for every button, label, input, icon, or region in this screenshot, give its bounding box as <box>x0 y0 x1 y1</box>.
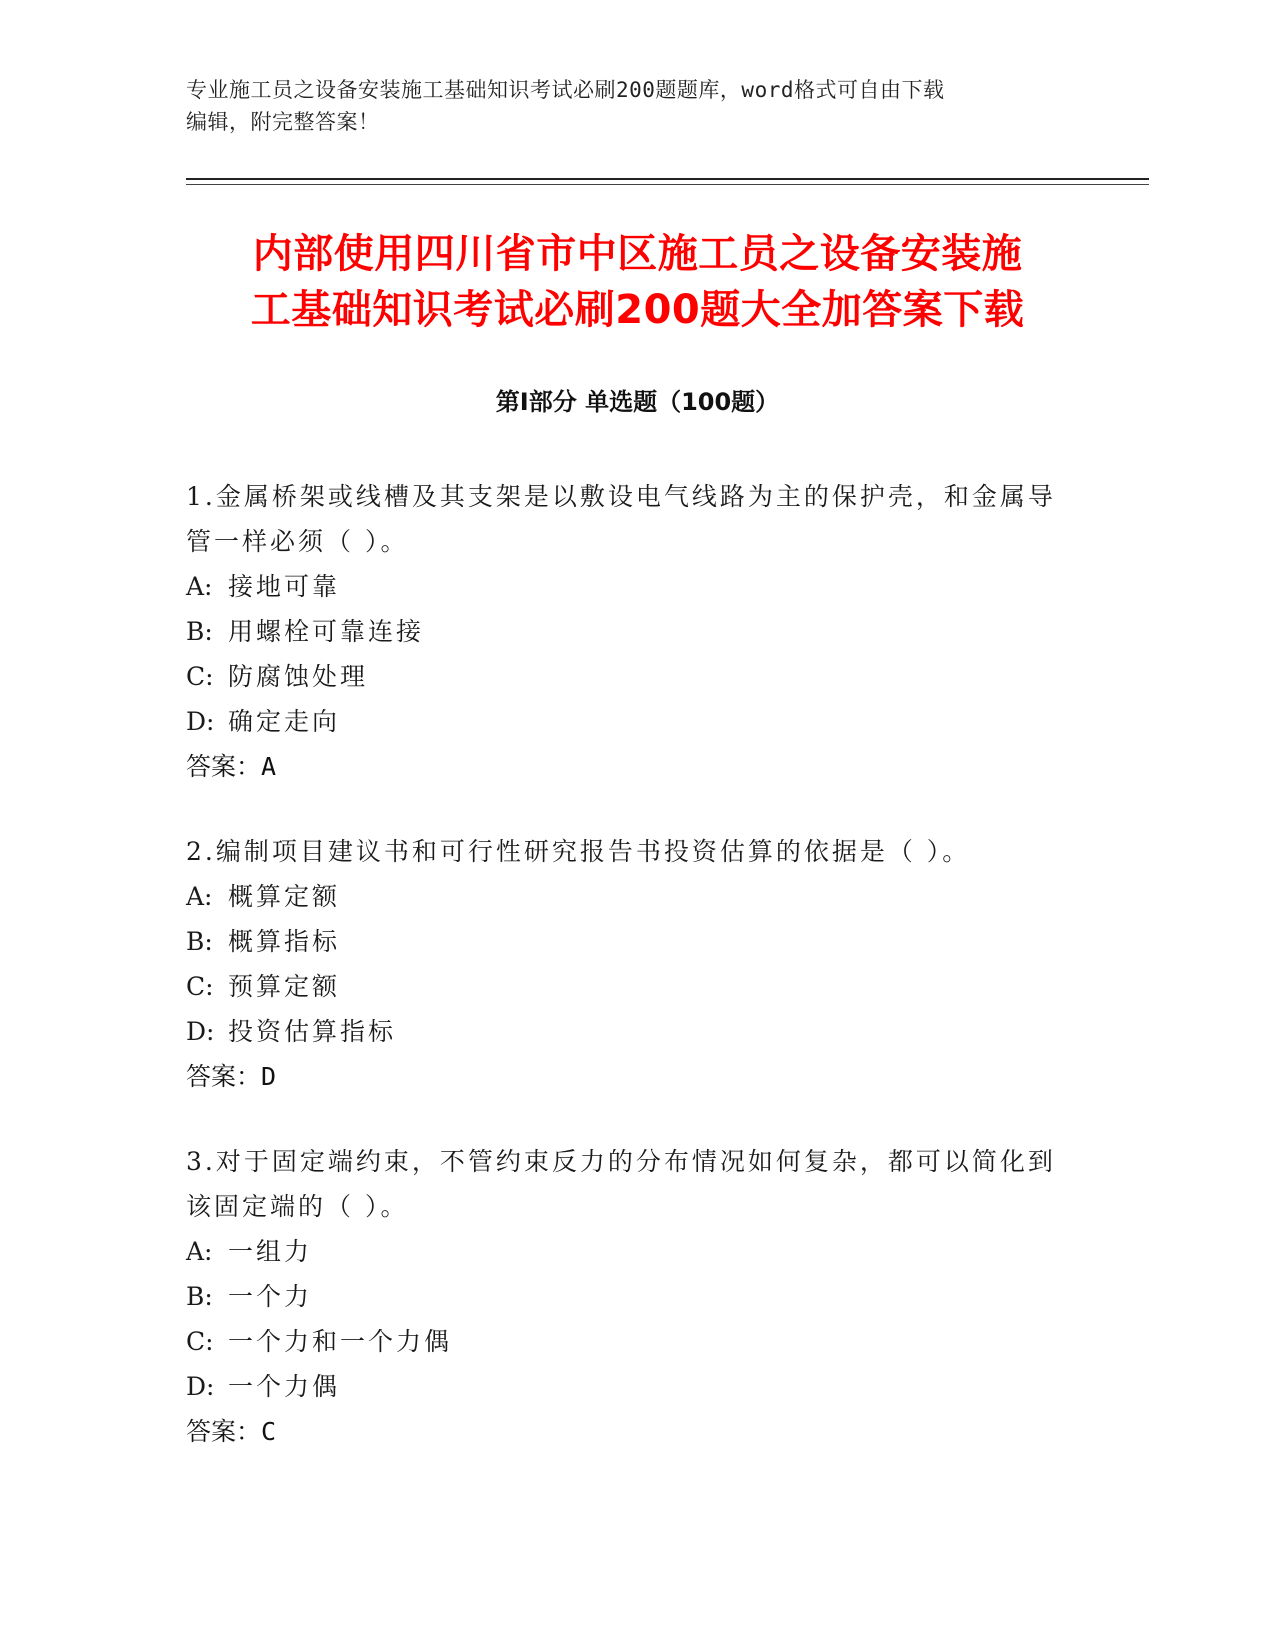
option-a <box>186 564 1066 609</box>
option-b <box>186 919 1066 964</box>
answer-value: D <box>261 1062 277 1091</box>
option-d <box>186 1364 1066 1409</box>
title-line-1: 内部使用四川省市中区施工员之设备安装施 <box>252 231 1023 277</box>
header-divider-thin <box>186 184 1149 185</box>
option-d <box>186 1009 1066 1054</box>
option-c <box>186 964 1066 1009</box>
section-heading: 第Ⅰ部分 单选题（100题） <box>495 388 780 416</box>
option-key: B: <box>186 617 213 646</box>
option-text: 一个力和一个力偶 <box>228 1327 453 1356</box>
option-text: 确定走向 <box>228 707 341 736</box>
question-2 <box>186 829 1066 1099</box>
option-key: D: <box>186 1017 215 1046</box>
option-key: A: <box>186 882 213 911</box>
header-divider-thick <box>186 178 1149 180</box>
option-key: B: <box>186 1282 213 1311</box>
answer-line <box>186 1409 1066 1454</box>
option-key: C: <box>186 1327 214 1356</box>
option-text: 概算定额 <box>228 882 341 911</box>
answer-line <box>186 744 1066 789</box>
option-key: D: <box>186 707 215 736</box>
answer-label: 答案： <box>186 1062 262 1091</box>
option-text: 接地可靠 <box>228 572 341 601</box>
option-key: D: <box>186 1372 215 1401</box>
option-a <box>186 1229 1066 1274</box>
option-a <box>186 874 1066 919</box>
option-key: A: <box>186 1237 213 1266</box>
option-text: 概算指标 <box>228 927 341 956</box>
answer-value: A <box>261 752 277 781</box>
question-text: 1.金属桥架或线槽及其支架是以敷设电气线路为主的保护壳，和金属导管一样必须（ ）。 <box>186 482 1056 556</box>
option-text: 一个力 <box>228 1282 313 1311</box>
document-title <box>186 226 1089 338</box>
option-text: 预算定额 <box>228 972 341 1001</box>
option-c <box>186 1319 1066 1364</box>
option-text: 投资估算指标 <box>228 1017 397 1046</box>
option-text: 一个力偶 <box>228 1372 341 1401</box>
intro-line-1: 专业施工员之设备安装施工基础知识考试必刷200题题库，word格式可自由下载 <box>186 78 945 102</box>
title-line-2: 工基础知识考试必刷200题大全加答案下载 <box>250 287 1025 333</box>
question-list <box>186 474 1066 1494</box>
option-b <box>186 609 1066 654</box>
question-text: 3.对于固定端约束，不管约束反力的分布情况如何复杂，都可以简化到该固定端的（ ）。 <box>186 1147 1056 1221</box>
answer-line <box>186 1054 1066 1099</box>
question-text: 2.编制项目建议书和可行性研究报告书投资估算的依据是（ ）。 <box>186 837 971 866</box>
option-text: 一组力 <box>228 1237 313 1266</box>
answer-value: C <box>261 1417 277 1446</box>
option-d <box>186 699 1066 744</box>
answer-label: 答案： <box>186 1417 262 1446</box>
option-key: C: <box>186 662 214 691</box>
intro-line-2: 编辑，附完整答案！ <box>186 110 380 134</box>
option-b <box>186 1274 1066 1319</box>
option-key: B: <box>186 927 213 956</box>
option-key: C: <box>186 972 214 1001</box>
option-text: 防腐蚀处理 <box>228 662 369 691</box>
option-c <box>186 654 1066 699</box>
option-key: A: <box>186 572 213 601</box>
intro-text <box>186 74 1066 138</box>
question-3 <box>186 1139 1066 1454</box>
question-1 <box>186 474 1066 789</box>
option-text: 用螺栓可靠连接 <box>228 617 425 646</box>
answer-label: 答案： <box>186 752 262 781</box>
